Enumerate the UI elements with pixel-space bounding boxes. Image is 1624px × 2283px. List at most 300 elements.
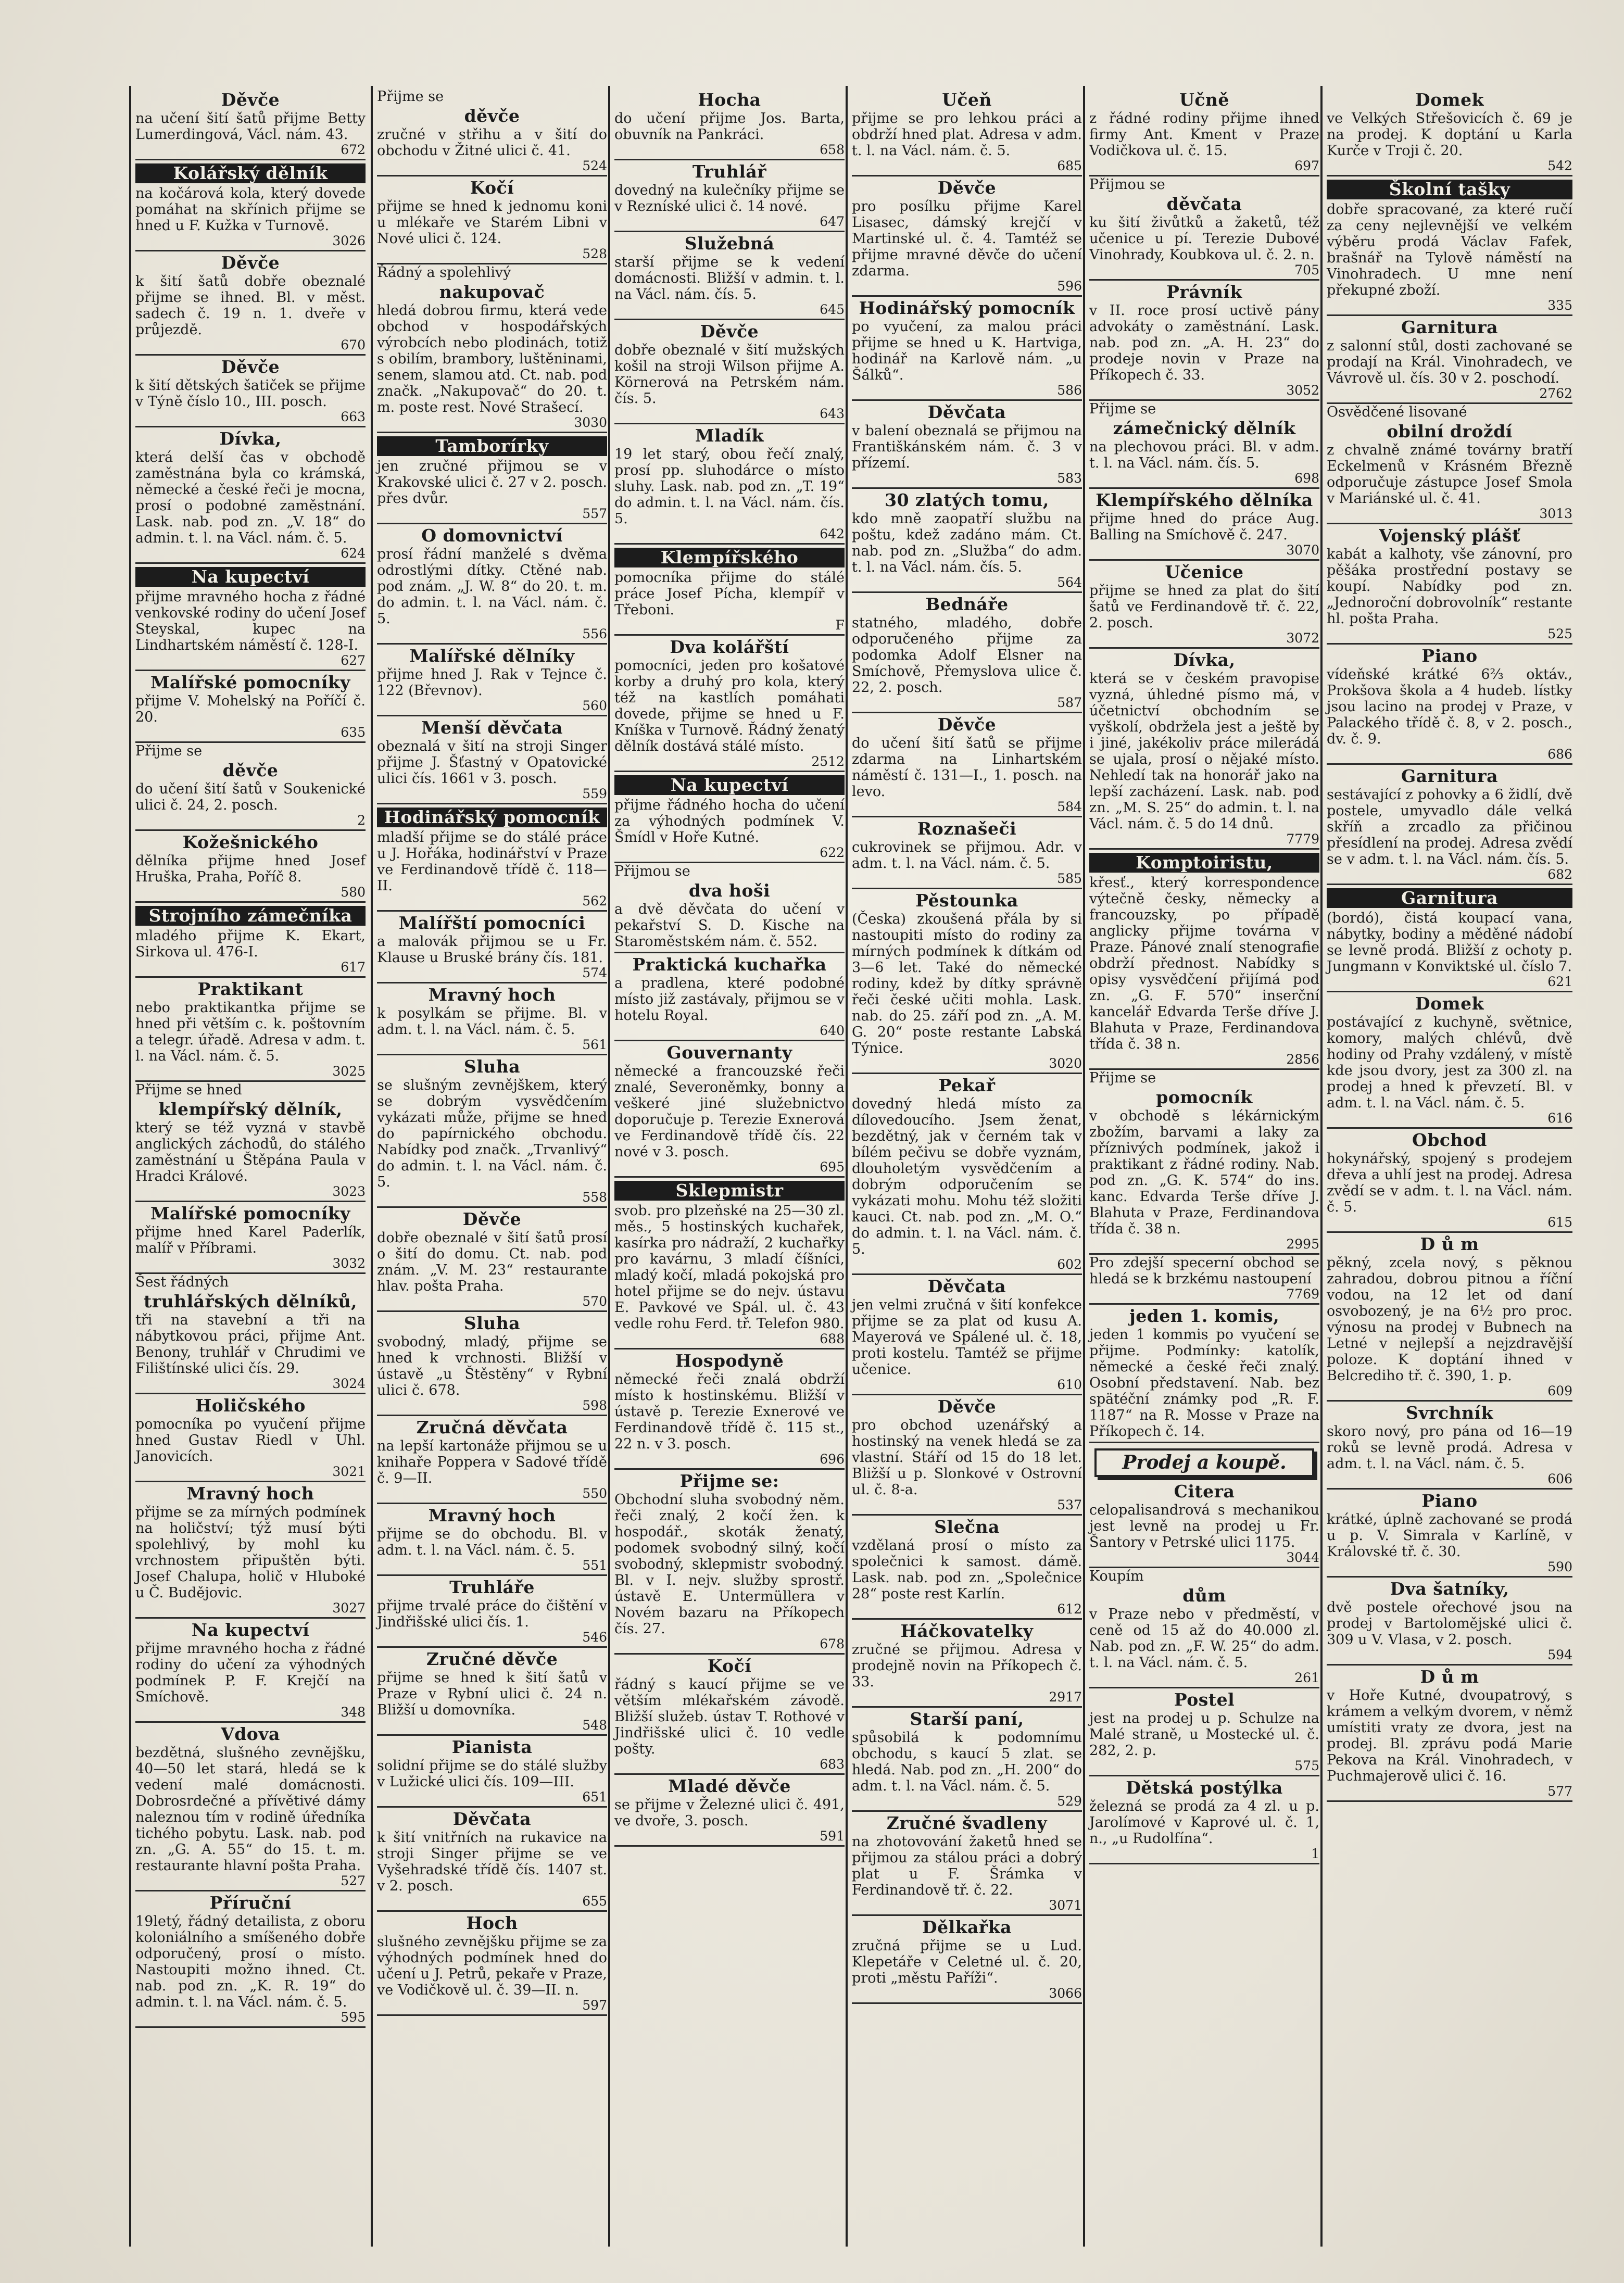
ad-body: dobře spracované, za které ručí za ceny nejlevnější ve velkém výběru prodá Václav Fafek, brašnář na Tylově náměstí na Vinohradech. U mne není překupné zboží. [1327, 201, 1572, 298]
ad-code: 3020 [1049, 1056, 1082, 1071]
ad-code: 551 [582, 1558, 607, 1573]
ad-body: zručná přijme se u Lud. Klepetáře v Celetné ul. č. 20, proti „městu Paříži“. [852, 1938, 1082, 1986]
classified-ad [135, 1484, 366, 1619]
ad-code: 550 [582, 1486, 607, 1501]
ad-code: F [835, 617, 845, 633]
classified-ad [1089, 1482, 1319, 1568]
classified-ad [135, 673, 366, 743]
ad-code: 3066 [1049, 1986, 1082, 2001]
classified-ad [614, 1472, 845, 1655]
classified-ad [1089, 491, 1319, 561]
ad-body: hledá dobrou firmu, která vede obchod v hospodářských výrobcích nebo plodinách, totiž s obilím, brambory, luštěninami, senem, slamou atd. Ct. nab. pod značk. „Nakupovač“ do 20. t. m. poste rest. Nové Strašecí. [377, 302, 607, 415]
ad-body: kdo mně zaopatří službu na poštu, kdež zadáno mám. Ct. nab. pod zn. „Služba“ do adm. t. l. na Václ. nám. čís. 5. [852, 511, 1082, 575]
ad-body: (Česka) zkoušená přála by si nastoupiti místo do rodiny za mírných podmínek k dítkám od 3—6 let. Také do německé rodiny, kdež by dítky správně řeči české učiti mohla. Lask. nab. do 25. září pod zn. „A. M. G. 20“ poste restante Labská Týnice. [852, 911, 1082, 1056]
ad-code: 583 [1057, 471, 1082, 486]
ad-headline: dům [1182, 1585, 1226, 1606]
ad-code: 546 [582, 1630, 607, 1645]
classified-ad [1327, 994, 1572, 1129]
classified-ad [1327, 1131, 1572, 1233]
ad-headline: Sluha [463, 1313, 521, 1333]
ad-code: 705 [1294, 262, 1319, 278]
ad-code: 682 [1547, 867, 1572, 882]
ad-headline: Kožešnického [182, 832, 319, 852]
ad-headline: Háčkovatelky [900, 1621, 1034, 1641]
classified-ad [377, 1418, 607, 1504]
ad-headline: Klempířského dělníka [1096, 490, 1313, 510]
ad-body: k šití dětských šatiček se přijme v Týně číslo 10., III. posch. [135, 377, 366, 410]
ad-body: postávající z kuchyně, světnice, komory, malých chlévů, dvě hodiny od Prahy vzdálený, v místě kde jsou dvory, jest za 300 zl. na prodej a hned k převzetí. Bl. v adm. t. l. na Václ. nám. č. 5. [1327, 1014, 1572, 1111]
ad-headline: Bednáře [925, 594, 1009, 614]
classified-ad [1327, 91, 1572, 176]
ad-headline: Slečna [934, 1517, 1000, 1537]
classified-ad [1327, 1668, 1572, 1802]
classified-ad [1327, 1235, 1572, 1402]
classified-ad [614, 162, 845, 232]
ad-body: křesť., který korrespondence výtečně česky, německy a francouzsky, po případě anglicky přijme továrna v Praze. Pánové znalí stenografie obdrží přednost. Nabídky s opisy vysvědčení přijímá pod zn. „G. F. 570“ inserční kancelář Edvarda Terše dříve J. Blahuta v Praze, Ferdinandova třída č. 38 n. [1089, 875, 1319, 1052]
ad-code: 2917 [1049, 1689, 1082, 1705]
ad-lead-in: Šest řádných [135, 1274, 229, 1290]
ad-code: 558 [582, 1190, 607, 1205]
ad-lead-in: Přijmou se [1089, 176, 1165, 193]
classified-ad [1327, 526, 1572, 645]
ad-headline: nakupovač [439, 282, 545, 302]
ad-code: 606 [1547, 1471, 1572, 1486]
ad-code: 672 [341, 142, 366, 157]
ad-headline: Klempířského [614, 548, 845, 567]
classified-ad [377, 1506, 607, 1576]
classified-ad [135, 1082, 366, 1202]
classified-ad [1327, 647, 1572, 765]
ad-headline: D ů m [1420, 1234, 1479, 1254]
ad-headline: Na kupectví [191, 1620, 310, 1640]
classified-ad [377, 1810, 607, 1912]
ad-body: statného, mladého, dobře odporučeného přijme za podomka Adolf Elsner na Smíchově, Přemyslova ulice č. 22, 2. posch. [852, 615, 1082, 696]
classified-ad [614, 1352, 845, 1470]
ad-body: a pradlena, které podobné místo již zastávaly, přijmou se v hotelu Royal. [614, 975, 845, 1024]
ad-headline: Citera [1174, 1481, 1235, 1502]
ad-body: a dvě děvčata do učení v pekařství S. D. Kische na Staroměstském nám. č. 552. [614, 901, 845, 950]
ad-headline: Svrchník [1406, 1403, 1493, 1423]
ad-body: jen velmi zručná v šití konfekce přijme se za plat od kusu A. Mayerová ve Spálené ul. č. 18, proti kostelu. Tamtéž se přijme učenice. [852, 1297, 1082, 1378]
ad-body: zručné v střihu a v šití do obchodu v Žitné ulici č. 41. [377, 127, 607, 159]
ad-headline: Děvče [221, 253, 280, 273]
ad-body: pomocníci, jeden pro košatové korby a druhý pro kola, který též na kastlích pomáhati dovede, přijme se hned u F. Kníška v Turnově. Řádný ženatý dělník dostává stálé místo. [614, 658, 845, 754]
ad-code: 537 [1057, 1497, 1082, 1512]
ad-code: 587 [1057, 695, 1082, 710]
classified-ad [614, 1181, 845, 1349]
ad-headline: Roznašeči [917, 818, 1017, 839]
ad-headline: O domovnictví [421, 525, 563, 546]
ad-code: 561 [582, 1037, 607, 1052]
ad-code: 525 [1547, 626, 1572, 641]
classified-ad [377, 1578, 607, 1648]
classified-ad [852, 403, 1082, 489]
ad-headline: Pekař [938, 1075, 996, 1095]
classified-ad [852, 1814, 1082, 1916]
ad-code: 597 [582, 1998, 607, 2013]
ad-code: 524 [582, 158, 607, 173]
ad-headline: Hodinářský pomocník [377, 808, 607, 827]
ad-body: přijme trvalé práce do čištění v Jindřišské ulici čís. 1. [377, 1598, 607, 1630]
ad-body: pro posílku přijme Karel Lisasec, dámský krejčí v Martinské ul. č. 4. Tamtéž se přijme mravné děvče do učení zdarma. [852, 198, 1082, 279]
classified-ad [614, 548, 845, 636]
ad-code: 1 [1311, 1846, 1319, 1861]
ad-body: hokynářský, spojený s prodejem dřeva a uhlí jest na prodej. Adresa zvědí se v adm. t. l. na Václ. nám. č. 5. [1327, 1151, 1572, 1215]
ad-body: na kočárová kola, který dovede pomáhat na skřínich přijme se hned u F. Kužka v Turnově. [135, 185, 366, 234]
ad-code: 642 [820, 526, 845, 541]
classified-ad [1327, 180, 1572, 316]
ad-body: přijme hned Karel Paderlík, malíř v Příbrami. [135, 1224, 366, 1256]
ad-body: k posylkám se přijme. Bl. v adm. t. l. na Václ. nám. č. 5. [377, 1005, 607, 1038]
ad-headline: Domek [1415, 993, 1484, 1014]
ad-headline: Hodinářský pomocník [859, 298, 1075, 318]
ad-body: z salonní stůl, dosti zachované se prodají na Král. Vinohradech, ve Vávrově ul. čís. 30 v 2. poschodí. [1327, 338, 1572, 386]
ad-body: přijme řádného hocha do učení za výhodných podmínek V. Šmídl v Hoře Kutné. [614, 797, 845, 846]
ad-body: z chvalně známé továrny bratří Eckelmenů v Krásném Březně odporučuje zástupce Josef Smola v Mariánské ul. č. 41. [1327, 442, 1572, 507]
ad-headline: Učně [1179, 90, 1229, 110]
ad-headline: Pěstounka [915, 890, 1018, 911]
ad-headline: Na kupectví [135, 567, 366, 587]
ad-code: 527 [341, 1873, 366, 1888]
ad-body: 19letý, řádný detailista, z oboru koloniálního a smíšeného dobře odporučený, prosí o místo. Nastoupiti možno ihned. Ct. nab. pod zn. „K. R. 19“ do admin. t. l. na Václ. nám. č. 5. [135, 1913, 366, 2010]
classified-ad [1327, 404, 1572, 524]
ad-lead-in: Řádný a spolehlivý [377, 264, 511, 281]
ad-code: 584 [1057, 799, 1082, 814]
classified-ad [852, 1076, 1082, 1275]
ad-headline: Menší děvčata [421, 717, 563, 738]
classified-ad [135, 567, 366, 671]
ad-headline: Tamborírky [377, 436, 607, 456]
classified-ad [1089, 1307, 1319, 1443]
ad-code: 564 [1057, 575, 1082, 590]
ad-body: tři na stavební a tři na nábytkovou práci, přijme Ant. Benony, truhlář v Chrudimi ve Filištínské ulici čís. 29. [135, 1312, 366, 1377]
classified-ad [135, 1894, 366, 2028]
ad-headline: zámečnický dělník [1113, 418, 1296, 438]
ad-body: přijme se do obchodu. Bl. v adm. t. l. na Václ. nám. č. 5. [377, 1526, 607, 1558]
ad-code: 3044 [1286, 1550, 1319, 1565]
ad-headline: Komptoiristu, [1089, 853, 1319, 873]
ad-code: 560 [582, 698, 607, 713]
ad-code: 663 [341, 409, 366, 424]
ad-code: 559 [582, 786, 607, 801]
ad-headline: Truhlář [692, 161, 767, 182]
ad-body: bezdětná, slušného zevnějšku, 40—50 let stará, hledá se k vedení malé domácnosti. Dobrosrdečné a přívětivé dámy naleznou tím v rodině úředníka tichého pobytu. Lask. nab. pod zn. „G. A. 55“ do 15. t. m. restaurante hlavní pošta Praha. [135, 1745, 366, 1874]
classified-ad [377, 647, 607, 716]
ad-body: přijme hned do práce Aug. Balling na Smíchově č. 247. [1089, 511, 1319, 543]
ad-code: 575 [1294, 1758, 1319, 1773]
classified-ad [1327, 1404, 1572, 1490]
ad-code: 602 [1057, 1257, 1082, 1272]
ad-body: přijme se hned k šití šatů v Praze v Rybní ulici č. 24 n. Bližší u domovníka. [377, 1670, 607, 1718]
ad-headline: Piano [1421, 646, 1478, 666]
classifieds-column-2 [375, 89, 609, 2244]
ad-headline: Garnitura [1401, 317, 1498, 337]
ad-code: 3026 [332, 233, 366, 248]
classified-ad [1089, 283, 1319, 401]
ad-body: dobře obeznalé v šití mužských košil na stroji Wilson přijme A. Körnerová na Petrském nám. čís. 5. [614, 342, 845, 407]
ad-body: dovedný hledá místo za dílovedoucího. Jsem ženat, bezdětný, jak v černém tak v bílém pečivu se dobře vyznám, dlouholetým vysvědčením a dobrým odporučením se vykázati mohu. Mohu též složiti kauci. Ct. nab. pod zn. „M. O.“ do admin. t. l. na Václ. nám. č. 5. [852, 1096, 1082, 1257]
classified-ad [377, 436, 607, 524]
classified-ad [377, 914, 607, 983]
ad-code: 596 [1057, 279, 1082, 294]
ad-headline: Dělkařka [922, 1917, 1012, 1937]
ad-code: 562 [582, 893, 607, 909]
ad-code: 683 [820, 1757, 845, 1772]
ad-lead-in: Přijme se hned [135, 1082, 242, 1098]
ad-headline: Na kupectví [614, 775, 845, 795]
ad-headline: Sklepmistr [614, 1181, 845, 1201]
ad-body: se přijme v Železné ulici č. 491, ve dvoře, 3. posch. [614, 1797, 845, 1829]
ad-body: přijme se hned za plat do šití šatů ve Ferdinandově tř. č. 22, 2. posch. [1089, 583, 1319, 631]
ad-code: 616 [1547, 1111, 1572, 1126]
ad-headline: Dívka, [219, 428, 282, 449]
ad-headline: Dětská postýlka [1126, 1777, 1283, 1798]
ad-body: jen zručné přijmou se v Krakovské ulici č. 27 v 2. posch. přes dvůr. [377, 458, 607, 507]
ad-headline: Holičského [195, 1395, 306, 1416]
ad-body: k šití vnitřních na rukavice na stroji Singer přijme se ve Vyšehradské třídě čís. 1407 st. v 2. posch. [377, 1830, 607, 1894]
classified-ad [1089, 176, 1319, 281]
ad-headline: Děvče [937, 178, 997, 198]
ad-headline: Děvčata [927, 402, 1006, 422]
ad-headline: Mladík [695, 425, 764, 446]
section-heading: Prodej a koupě. [1094, 1448, 1314, 1477]
ad-headline: děvčata [1166, 194, 1242, 214]
ad-body: v obchodě s lékárnickým zbožím, barvami a laky za příznivých podmínek, jakož i praktikant z řádné rodiny. Nab. pod zn. „G. K. 574“ do ins. kanc. Edvarda Terše dříve J. Blahuta v Praze, Ferdinandova třída č. 38 n. [1089, 1108, 1319, 1237]
classified-ad [614, 322, 845, 424]
ad-body: v balení obeznalá se přijmou na Františkánském nám. č. 3 v přízemí. [852, 423, 1082, 471]
ad-body: starší přijme se k vedení domácnosti. Bližší v admin. t. l. na Václ. nám. čís. 5. [614, 254, 845, 302]
ad-code: 574 [582, 965, 607, 980]
ad-headline: Mladé děvče [668, 1776, 791, 1796]
ad-code: 542 [1547, 158, 1572, 173]
classified-ad [135, 833, 366, 903]
ad-body: skoro nový, pro pána od 16—19 roků se levně prodá. Adresa v adm. t. l. na Václ. nám. č. 5. [1327, 1423, 1572, 1472]
ad-headline: D ů m [1420, 1667, 1479, 1687]
ad-headline: klempířský dělník, [158, 1099, 343, 1119]
ad-code: 655 [582, 1894, 607, 1909]
ad-body: spůsobilá k podomnímu obchodu, s kaucí 5 zlat. se hledá. Nab. pod zn. „H. 200“ do adm. t. l. na Václ. nám. č. 5. [852, 1730, 1082, 1794]
ad-code: 3027 [332, 1600, 366, 1616]
ad-headline: Truhláře [449, 1577, 535, 1597]
ad-body: nebo praktikantka přijme se hned při větším c. k. poštovním a telegr. úřadě. Adresa v adm. t. l. na Václ. nám. č. 5. [135, 1000, 366, 1064]
classified-ad [377, 1314, 607, 1416]
ad-body: svobodný, mladý, přijme se hned k vrchnosti. Bližší v ústavě „u Štěstěny“ v Rybní ulici č. 678. [377, 1334, 607, 1398]
ad-body: na učení šití šatů přijme Betty Lumerdingová, Václ. nám. 43. [135, 110, 366, 143]
classified-ad [852, 491, 1082, 593]
classified-ad [1089, 91, 1319, 176]
classified-ad [852, 1918, 1082, 2004]
ad-code: 615 [1547, 1215, 1572, 1230]
ad-headline: Vdova [221, 1724, 280, 1744]
ad-body: přijme mravného hocha z řádné venkovské rodiny do učení Josef Steyskal, kupec na Lindhartském náměstí č. 128-I. [135, 589, 366, 653]
ad-code: 2995 [1286, 1237, 1319, 1252]
classified-ad [377, 526, 607, 645]
classified-ad [1089, 853, 1319, 1070]
ad-code: 3070 [1286, 543, 1319, 558]
classified-ad [852, 1622, 1082, 1708]
ad-headline: Děvče [700, 321, 759, 342]
ad-code: 591 [820, 1828, 845, 1844]
ad-body: (bordó), čistá koupací vana, nábytky, bodiny a měděné nádobí se levně prodá. Bližší z ochoty p. Jungmann v Konviktské ul. číslo 7. [1327, 910, 1572, 975]
ad-code: 2512 [811, 754, 845, 769]
ad-code: 697 [1294, 158, 1319, 173]
ad-headline: Mravný hoch [186, 1483, 314, 1504]
classified-ad [1327, 1492, 1572, 1578]
classified-ad [135, 906, 366, 978]
ad-body: přijme V. Mohelský na Poříčí č. 20. [135, 693, 366, 725]
ad-headline: Vojenský plášť [1379, 525, 1520, 546]
ad-body: po vyučení, za malou práci přijme se hned u K. Hartviga, hodinář na Karlově nám. „u Šálků“. [852, 319, 1082, 383]
ad-code: 2856 [1286, 1052, 1319, 1067]
classified-ad [852, 891, 1082, 1074]
ad-headline: Sluha [463, 1056, 521, 1077]
ad-lead-in: Přijme se [135, 743, 203, 759]
ad-code: 643 [820, 406, 845, 421]
ad-headline: Přijme se: [679, 1471, 779, 1491]
ad-headline: Hospodyně [675, 1351, 784, 1371]
classified-ad [852, 1710, 1082, 1812]
ad-body: kabát a kalhoty, vše zánovní, pro pěšáka prostřední postavy se koupí. Nabídky pod zn. „Jednoroční dobrovolník“ restante hl. pošta Praha. [1327, 546, 1572, 627]
ad-code: 621 [1547, 974, 1572, 989]
classified-ad [614, 234, 845, 320]
ad-headline: Právník [1166, 282, 1242, 302]
ad-body: vídeňské krátké 6⅔ oktáv., Prokšova škola a 4 hudeb. lístky jsou lacino na prodej v Praze, v Palackého třídě č. 8, v 2. posch., dv. č. 9. [1327, 666, 1572, 747]
ad-body: slušného zevnějšku přijme se za výhodných podmínek hned do učení u J. Petrů, pekaře v Praze, ve Vodičkově ul. č. 39—II. n. [377, 1934, 607, 1998]
ad-body: do učení přijme Jos. Barta, obuvník na Pankráci. [614, 110, 845, 143]
ad-body: jeden 1 kommis po vyučení se přijme. Podmínky: katolík, německé a české řeči znalý. Osobní představení. Nab. bez spätéční známky pod „R. F. 1187“ na R. Mosse v Praze na Příkopech č. 14. [1089, 1327, 1319, 1440]
ad-code: 696 [820, 1452, 845, 1467]
ad-headline: Dva kolářští [670, 637, 789, 657]
ad-code: 335 [1547, 298, 1572, 313]
classifieds-column-4 [850, 89, 1084, 2244]
ad-code: 3021 [332, 1464, 366, 1479]
ad-lead-in: Přijme se [377, 89, 444, 105]
ad-headline: Piano [1421, 1491, 1478, 1511]
ad-headline: Učeň [942, 90, 992, 110]
ad-code: 348 [341, 1705, 366, 1720]
ad-headline: obilní droždí [1387, 421, 1513, 442]
classified-ad [614, 955, 845, 1041]
ad-code: 598 [582, 1398, 607, 1413]
ad-headline: Učenice [1165, 562, 1244, 582]
ad-headline: Praktikant [197, 979, 304, 999]
ad-headline: Dva šatníky, [1390, 1579, 1509, 1599]
ad-code: 622 [820, 845, 845, 860]
ad-headline: Mravný hoch [428, 985, 556, 1005]
classified-ad [135, 1396, 366, 1482]
ad-headline: Praktická kuchařka [632, 954, 827, 975]
ad-code: 678 [820, 1636, 845, 1651]
classified-ad [1327, 888, 1572, 992]
classified-ad [852, 715, 1082, 817]
ad-body: mladší přijme se do stálé práce u J. Hořáka, hodinářství v Praze ve Ferdinandově třídě č. 118—II. [377, 829, 607, 894]
ad-code: 640 [820, 1023, 845, 1038]
classified-ad [1089, 1779, 1319, 1864]
ad-body: německé řeči znalá obdrží místo k hostinskému. Bližší v ústavě p. Terezie Exnerové ve Ferdinandově třídě č. 115 st., 22 n. v 3. posch. [614, 1371, 845, 1452]
ad-headline: Obchod [1412, 1130, 1487, 1150]
classified-ad [614, 1777, 845, 1847]
ad-body: pomocníka přijme do stálé práce Josef Pícha, klempíř v Třeboni. [614, 570, 845, 618]
ad-code: 7769 [1286, 1286, 1319, 1302]
ad-body: krátké, úplně zachované se prodá u p. V. Simrala v Karlíně, v Královské tř. č. 30. [1327, 1511, 1572, 1560]
ad-headline: jeden 1. komis, [1129, 1306, 1280, 1326]
classified-ad [852, 179, 1082, 297]
classified-ad [135, 254, 366, 356]
ad-headline: Dívka, [1173, 650, 1236, 670]
ad-code: 617 [341, 960, 366, 975]
ad-body: v Praze nebo v předměstí, v ceně od 15 až do 40.000 zl. Nab. pod zn. „F. W. 25“ do adm. t. l. na Václ. nám. č. 5. [1089, 1606, 1319, 1671]
classified-ad [1089, 1070, 1319, 1255]
ad-headline: Kolářský dělník [135, 163, 366, 183]
ad-headline: Strojního zámečníka [135, 906, 366, 926]
classified-ad [614, 775, 845, 863]
ad-headline: Školní tašky [1327, 180, 1572, 199]
classified-ad [135, 1725, 366, 1891]
ad-code: 3052 [1286, 383, 1319, 398]
ad-headline: Mravný hoch [428, 1505, 556, 1525]
ad-code: 3025 [332, 1064, 366, 1079]
ad-code: 651 [582, 1789, 607, 1805]
ad-body: k šití šatů dobře obeznalé přijme se ihned. Bl. v měst. sadech č. 19 n. 1. dveře v průjezdě. [135, 273, 366, 338]
ad-code: 2 [357, 813, 366, 828]
ad-body: řádný s kaucí přijme se ve větším mlékařském závodě. Bližší služeb. ústav T. Rothové v Jindřišské ulici č. 10 vedle pošty. [614, 1676, 845, 1757]
ad-body: prosí řádní manželé s dvěma odrostlými dítky. Ctěné nab. pod znám. „J. W. 8“ do 20. t. m. do admin. t. l. na Václ. nám. č. 5. [377, 546, 607, 627]
classified-ad [1089, 1255, 1319, 1305]
ad-body: železná se prodá za 4 zl. u p. Jarolímové v Kaprové ul. č. 1, n., „u Rudolfína“. [1089, 1798, 1319, 1847]
ad-headline: Hocha [698, 90, 761, 110]
ad-body: sestávající z pohovky a 6 židlí, dvě postele, umyvadlo dále velká skříň a zrcadlo za přičinou přesídlení na prodej. Adresa zvědí se v adm. t. l. na Václ. nám. čís. 5. [1327, 787, 1572, 867]
ad-body: dovedný na kulečníky přijme se v Rezníské ulici č. 14 nové. [614, 182, 845, 215]
ad-body: přijme se pro lehkou práci a obdrží hned plat. Adresa v adm. t. l. na Václ. nám. č. 5. [852, 110, 1082, 159]
classified-ad [377, 1738, 607, 1808]
classified-ad [135, 163, 366, 251]
ad-body: pomocníka po vyučení přijme hned Gustav Riedl v Uhl. Janovicích. [135, 1416, 366, 1465]
ad-body: mladého přijme K. Ekart, Sirkova ul. 476-I. [135, 928, 366, 960]
ad-body: do učení šití šatů se přijme zdarma na Linhartském náměstí č. 131—I., 1. posch. na levo. [852, 735, 1082, 800]
classified-ad [852, 1397, 1082, 1516]
ad-headline: Služebná [684, 233, 775, 254]
ad-body: do učení šití šatů v Soukenické ulici č. 24, 2. posch. [135, 781, 366, 813]
classifieds-column-6 [1325, 89, 1575, 2244]
classified-ad [135, 1274, 366, 1394]
classified-ad [377, 1057, 607, 1208]
ad-code: 529 [1057, 1794, 1082, 1809]
ad-headline: Děvčata [927, 1276, 1006, 1296]
ad-code: 609 [1547, 1383, 1572, 1398]
ad-headline: Hoch [466, 1913, 518, 1933]
ad-body: zručné se přijmou. Adresa v prodejně novin na Příkopech č. 33. [852, 1642, 1082, 1690]
ad-code: 528 [582, 246, 607, 261]
ad-body: v II. roce prosí uctivě pány advokáty o zaměstnání. Lask. nab. pod zn. „A. H. 23“ do prodeje novin v Praze na Příkopech č. 33. [1089, 302, 1319, 383]
ad-headline: Kočí [707, 1656, 752, 1676]
ad-headline: Gouvernanty [666, 1042, 792, 1063]
ad-body: celopalisandrová s mechanikou jest levně na prodej u Fr. Šantory v Petrské ulici 1175. [1089, 1502, 1319, 1550]
ad-code: 2762 [1539, 386, 1572, 401]
ad-headline: Děvče [462, 1209, 522, 1229]
ad-body: německé a francouzské řeči znalé, Severoněmky, bonny a veškeré jiné služebnictvo doporučuje p. Terezie Exnerová ve Ferdinandově třídě čís. 22 nové v 3. posch. [614, 1063, 845, 1160]
ad-code: 594 [1547, 1647, 1572, 1662]
ad-code: 658 [820, 142, 845, 157]
ad-body: 19 let starý, obou řečí znalý, prosí pp. sluhodárce o místo sluhy. Lask. nab. pod zn. „T. 19“ do admin. t. l. na Václ. nám. čís. 5. [614, 446, 845, 527]
classified-ad [614, 426, 845, 545]
classifieds-column-5 [1087, 89, 1321, 2244]
classified-ad [377, 179, 607, 264]
classified-ad [852, 1518, 1082, 1620]
classified-ad [135, 358, 366, 427]
ad-code: 261 [1294, 1670, 1319, 1685]
ad-code: 3071 [1049, 1898, 1082, 1913]
ad-headline: Starší paní, [910, 1709, 1024, 1729]
